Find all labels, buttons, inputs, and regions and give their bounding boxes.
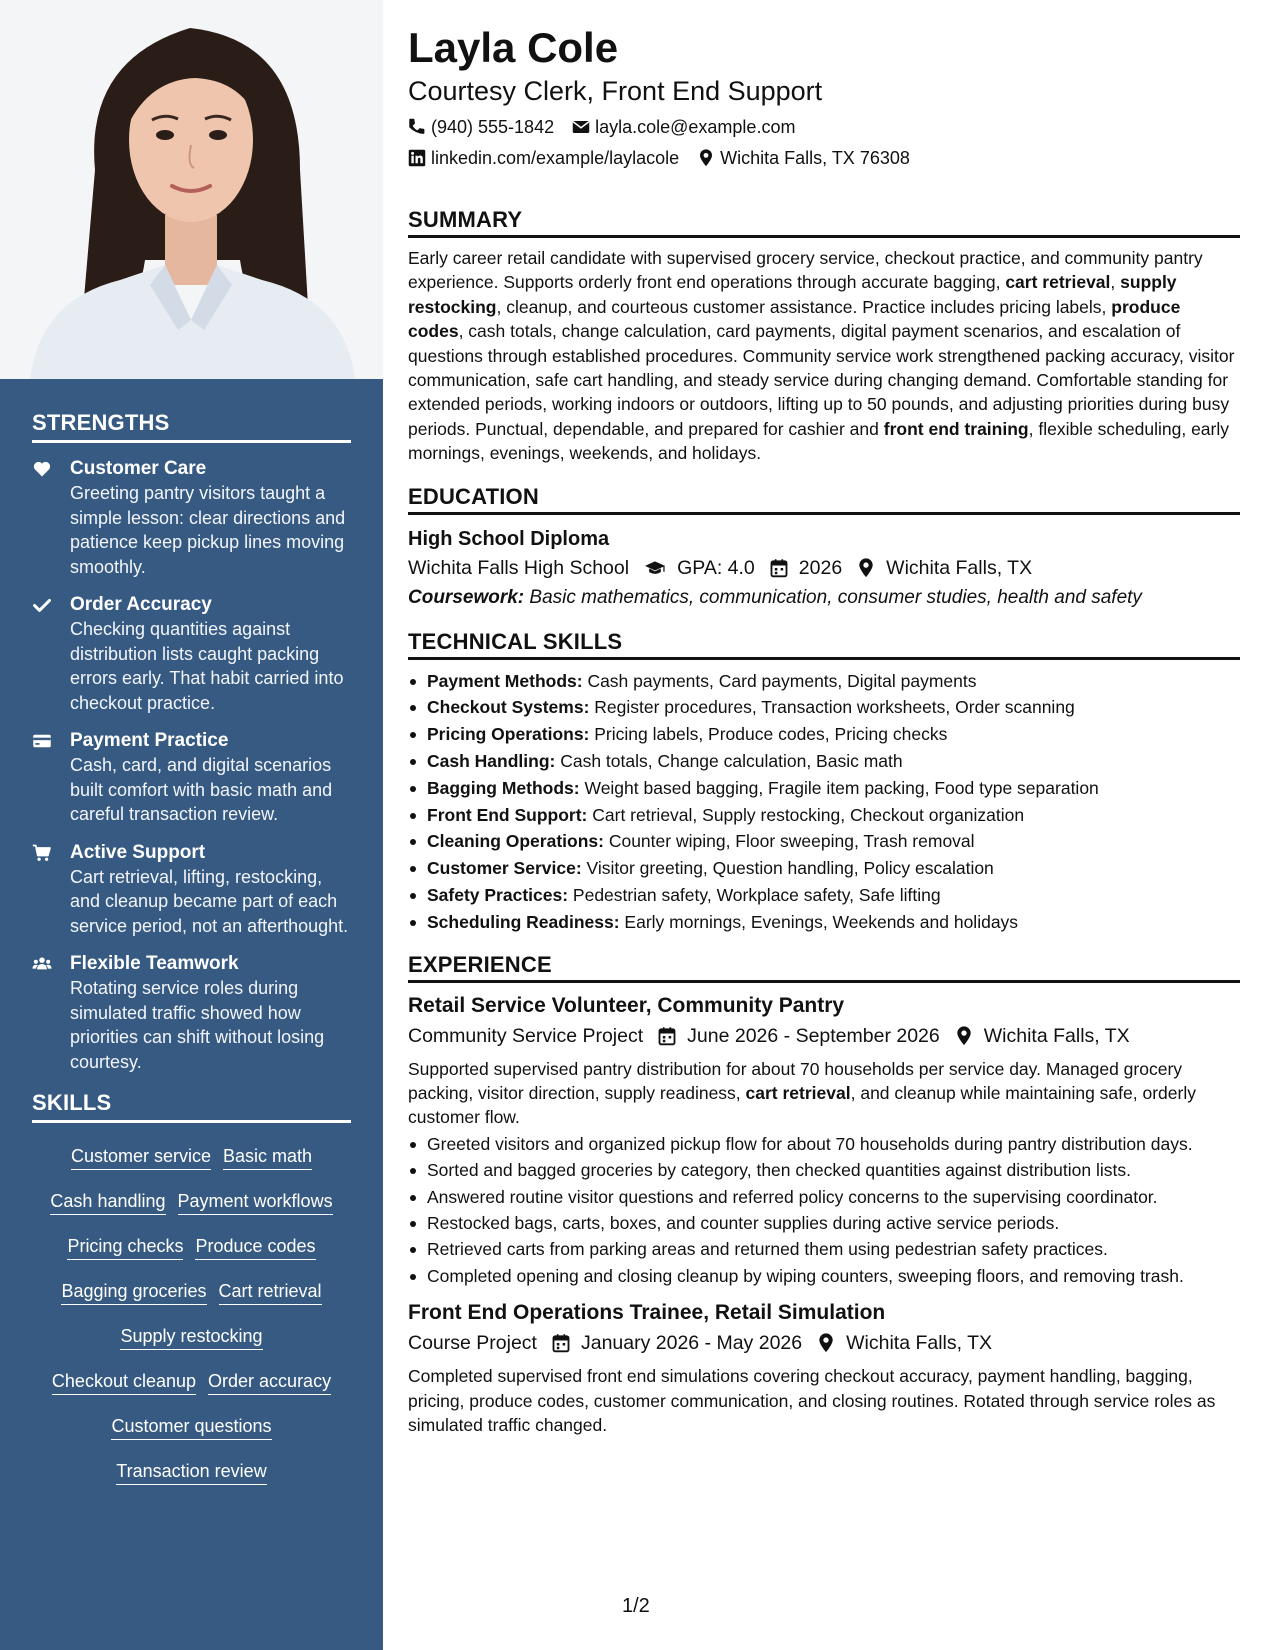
phone-icon [408,118,426,136]
coursework [408,583,1240,613]
edu-location-text: Wichita Falls, TX [886,556,1033,579]
email-text: layla.cole@example.com [595,117,796,137]
education-section [408,484,1240,613]
strength-title: Payment Practice [70,730,229,751]
technical-skills-section [408,629,1240,936]
skill-label: Cash Handling: [427,751,556,772]
skill-tag: Customer service [71,1144,211,1170]
contact-phone[interactable] [408,114,554,140]
job-title: Retail Service Volunteer, Community Pantry [408,993,845,1017]
skill-value: Register procedures, Transaction worksheets, Order scanning [589,697,1075,718]
contact-linkedin[interactable] [408,145,679,171]
list-item: Greeted visitors and organized pickup flow for about 70 households during pantry distribution days. [408,1132,1240,1156]
skill-tag: Produce codes [195,1234,315,1260]
summary-section [408,207,1240,466]
skill-tag: Order accuracy [208,1369,331,1395]
technical-skills-list [408,668,1240,936]
skill-label: Checkout Systems: [427,697,590,718]
job-description: Completed supervised front end simulations covering checkout accuracy, payment handling, bagging, pricing, produce codes, customer communication, and closing routines. Rotated through service roles as simulated traffic changed. [408,1366,1216,1436]
job-org-item [408,1021,643,1051]
education-meta [408,553,1240,583]
users-icon [32,952,70,1074]
gpa-item [643,553,755,583]
skill-value: Cash totals, Change calculation, Basic math [555,751,903,772]
contact-email[interactable] [572,114,795,140]
profile-photo-illustration [0,0,383,379]
job-org-item [408,1328,537,1358]
list-item [408,721,1240,748]
skill-tag: Supply restocking [120,1324,262,1350]
calendar-icon [657,1026,677,1046]
summary-span: , [1110,272,1121,293]
summary-heading: SUMMARY [408,207,1240,238]
strength-item [32,593,351,715]
job-org: Community Service Project [408,1024,644,1047]
skill-tag: Customer questions [111,1414,271,1440]
profile-photo [0,0,383,379]
skill-label: Bagging Methods: [427,777,580,798]
skill-label: Scheduling Readiness: [427,911,620,932]
skill-value: Cart retrieval, Supply restocking, Checkout organization [587,804,1025,825]
map-pin-icon [816,1333,836,1353]
map-pin-icon [856,558,876,578]
candidate-name: Layla Cole [408,24,619,71]
technical-skills-heading: TECHNICAL SKILLS [408,629,1240,660]
job-bullets [408,1132,1240,1288]
skill-value: Cash payments, Card payments, Digital payments [582,670,977,691]
list-item: Sorted and bagged groceries by category, then checked quantities against distribution lists. [408,1158,1240,1182]
summary-bold: produce codes [408,296,1181,342]
list-item: Restocked bags, carts, boxes, and counter supplies during active service periods. [408,1211,1240,1235]
edu-location-item [856,553,1032,583]
strength-title: Active Support [70,841,206,863]
year-item [769,553,842,583]
skill-value: Pedestrian safety, Workplace safety, Safe lifting [568,885,941,906]
year-text: 2026 [798,556,843,579]
job-meta [408,1021,1240,1051]
list-item: Retrieved carts from parking areas and returned them using pedestrian safety practices. [408,1237,1240,1261]
skill-tag: Cash handling [50,1189,165,1215]
strength-desc: Cash, card, and digital scenarios built comfort with basic math and careful transaction review. [70,755,333,824]
skill-label: Safety Practices: [427,885,569,906]
graduation-cap-icon [643,558,667,578]
strength-item [32,457,351,579]
contact-location [697,145,910,171]
page-number: 1/2 [622,1595,650,1617]
degree-title: High School Diploma [408,527,610,550]
skill-tag: Payment workflows [178,1189,333,1215]
job-location: Wichita Falls, TX [846,1332,993,1355]
job-title: Front End Operations Trainee, Retail Simulation [408,1301,886,1325]
summary-text [408,246,1240,466]
calendar-icon [769,558,789,578]
list-item [408,802,1240,829]
job-desc-span: , and cleanup while maintaining safe, orderly customer flow. [408,1083,1196,1128]
list-item [408,882,1240,909]
envelope-icon [572,118,590,136]
contact-row [408,145,1240,171]
sidebar [0,0,383,1650]
strength-desc: Checking quantities against distribution lists caught packing errors early. That habit carried into checkout practice. [70,619,344,713]
list-item [408,775,1240,802]
summary-bold: cart retrieval [1005,272,1111,293]
strength-desc: Cart retrieval, lifting, restocking, and cleanup became part of each service period, not an afterthought. [70,866,349,936]
job-location-item [816,1328,992,1358]
list-item [408,828,1240,855]
school-name-item [408,553,629,583]
strength-title: Order Accuracy [70,594,212,615]
job-title-headline: Courtesy Clerk, Front End Support [408,76,823,106]
skills-heading: SKILLS [32,1090,351,1123]
job-org: Course Project [408,1332,537,1355]
strength-title: Customer Care [70,458,207,479]
summary-span: , flexible scheduling, early mornings, evenings, weekends, and holidays. [408,418,1229,464]
school-name: Wichita Falls High School [408,556,630,579]
skill-tag: Basic math [223,1144,312,1170]
strength-item [32,952,351,1074]
list-item [408,668,1240,695]
coursework-label: Coursework: [408,586,525,608]
skill-label: Cleaning Operations: [427,831,604,852]
job-dates-item [657,1021,940,1051]
job-desc-bold: cart retrieval [745,1083,851,1104]
summary-span: , cash totals, change calculation, card payments, digital payment scenarios, and escalation of questions through established procedures. Community service work strengthened packing accuracy, visitor communication, safe cart handling, and steady service during changing demand. Comfortable standing for extended periods, working indoors or outdoors, lifting up to 50 pounds, and adjusting priorities during busy periods. Punctual, dependable, and prepared for cashier and [408,321,1235,439]
list-item [408,855,1240,882]
experience-heading: EXPERIENCE [408,952,1240,983]
skill-label: Pricing Operations: [427,724,590,745]
heart-icon [32,457,70,579]
job-desc-span: Supported supervised pantry distribution for about 70 households per service day. Managed grocery packing, visitor direction, supply readiness, [408,1058,1183,1104]
list-item [408,694,1240,721]
skill-value: Pricing labels, Produce codes, Pricing checks [589,724,948,745]
skill-label: Payment Methods: [427,670,583,691]
experience-section [408,952,1240,1438]
summary-span: , cleanup, and courteous customer assistance. Practice includes pricing labels, [496,296,1112,317]
skill-value: Weight based bagging, Fragile item packing, Food type separation [579,777,1099,798]
skill-tag: Pricing checks [67,1234,183,1260]
skill-tag: Cart retrieval [219,1279,322,1305]
strengths-heading: STRENGTHS [32,410,351,443]
job-description [408,1057,1240,1130]
contact-row [408,114,1240,140]
linkedin-icon [408,149,426,167]
skill-tag: Bagging groceries [61,1279,206,1305]
skill-value: Visitor greeting, Question handling, Policy escalation [581,858,994,879]
job-entry [408,991,1240,1289]
summary-bold: supply restocking [408,272,1177,317]
linkedin-text: linkedin.com/example/laylacole [431,148,680,168]
summary-bold: front end training [883,418,1029,439]
skill-label: Front End Support: [427,804,588,825]
check-icon [32,593,70,715]
credit-card-icon [32,729,70,827]
phone-text: (940) 555-1842 [431,117,555,137]
skills-list [32,1137,351,1497]
location-text: Wichita Falls, TX 76308 [720,148,910,168]
education-heading: EDUCATION [408,484,1240,515]
list-item [408,748,1240,775]
main-content [408,22,1240,1438]
strength-item [32,841,351,939]
list-item: Completed opening and closing cleanup by wiping counters, sweeping floors, and removing trash. [408,1264,1240,1288]
calendar-icon [551,1333,571,1353]
summary-span: Early career retail candidate with supervised grocery service, checkout practice, and community pantry experience. Supports orderly front end operations through accurate bagging, [408,248,1203,293]
skill-value: Early mornings, Evenings, Weekends and holidays [619,911,1019,932]
job-entry [408,1298,1240,1437]
skill-label: Customer Service: [427,858,582,879]
strength-item [32,729,351,827]
skill-value: Counter wiping, Floor sweeping, Trash removal [603,831,975,852]
list-item [408,909,1240,936]
skill-tag: Checkout cleanup [52,1369,196,1395]
job-meta [408,1328,1240,1358]
job-location: Wichita Falls, TX [983,1024,1130,1047]
job-location-item [954,1021,1130,1051]
job-dates-item [551,1328,802,1358]
skill-tag: Transaction review [116,1459,266,1485]
map-pin-icon [954,1026,974,1046]
strength-desc: Greeting pantry visitors taught a simple lesson: clear directions and patience keep pickup lines moving smoothly. [70,483,346,577]
job-dates: June 2026 - September 2026 [687,1024,940,1047]
map-pin-icon [697,149,715,167]
shopping-cart-icon [32,841,70,939]
list-item: Answered routine visitor questions and referred policy concerns to the supervising coordinator. [408,1185,1240,1209]
strength-title: Flexible Teamwork [70,953,239,974]
job-dates: January 2026 - May 2026 [580,1332,803,1355]
gpa-text: GPA: 4.0 [677,556,755,579]
coursework-text: Basic mathematics, communication, consumer studies, health and safety [524,586,1142,608]
strength-desc: Rotating service roles during simulated traffic showed how priorities can shift without losing courtesy. [70,978,325,1072]
